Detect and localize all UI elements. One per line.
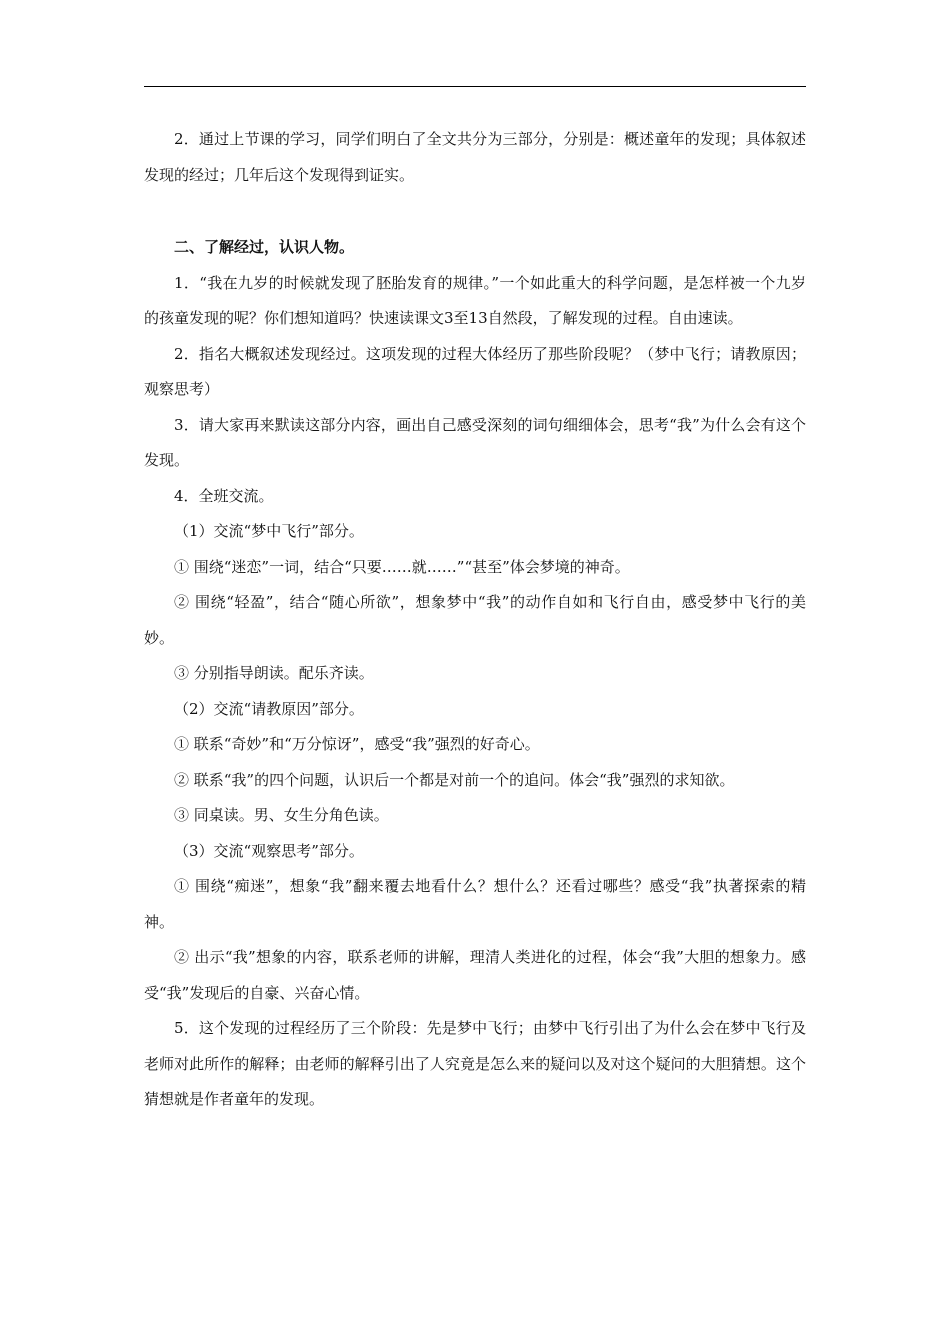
paragraph-sub-3-item-1: ① 围绕“痴迷”，想象“我”翻来覆去地看什么？想什么？还看过哪些？感受“我”执著探索的精神。 (144, 877, 806, 931)
paragraph-sub-1-item-1: ① 围绕“迷恋”一词，结合“只要……就……”“甚至”体会梦境的神奇。 (174, 557, 630, 576)
paragraph-sub-2-item-1: ① 联系“奇妙”和“万分惊讶”，感受“我”强烈的好奇心。 (174, 735, 540, 753)
paragraph-step-3: 3．请大家再来默读这部分内容，画出自己感受深刻的词句细细体会，思考“我”为什么会有这个发现。 (144, 415, 806, 469)
paragraph-sub-1: （1）交流“梦中飞行”部分。 (174, 522, 364, 540)
paragraph-step-5: 5．这个发现的过程经历了三个阶段：先是梦中飞行；由梦中飞行引出了为什么会在梦中飞行及老师对此所作的解释；由老师的解释引出了人究竟是怎么来的疑问以及对这个疑问的大胆猜想。这个猜想就是作者童年的发现。 (144, 1019, 806, 1108)
paragraph-step-2: 2．指名大概叙述发现经过。这项发现的过程大体经历了那些阶段呢？（梦中飞行；请教原因；观察思考） (144, 344, 806, 398)
intro-paragraph: 2．通过上节课的学习，同学们明白了全文共分为三部分，分别是：概述童年的发现；具体叙述发现的经过；几年后这个发现得到证实。 (144, 130, 806, 184)
section-heading: 二、了解经过，认识人物。 (174, 238, 355, 256)
paragraph-step-4: 4．全班交流。 (174, 486, 274, 505)
paragraph-sub-1-item-3: ③ 分别指导朗读。配乐齐读。 (174, 664, 374, 682)
paragraph-sub-2-item-2: ② 联系“我”的四个问题，认识后一个都是对前一个的追问。体会“我”强烈的求知欲。 (174, 770, 735, 789)
document-body (144, 122, 806, 1118)
paragraph-sub-1-item-2: ② 围绕“轻盈”，结合“随心所欲”，想象梦中“我”的动作自如和飞行自由，感受梦中飞行的美妙。 (144, 593, 806, 647)
header-rule (144, 86, 806, 87)
paragraph-sub-3: （3）交流“观察思考”部分。 (174, 841, 364, 860)
paragraph-step-1: 1．“我在九岁的时候就发现了胚胎发育的规律。”一个如此重大的科学问题，是怎样被一个九岁的孩童发现的呢？你们想知道吗？快速读课文3至13自然段，了解发现的过程。自由速读。 (144, 273, 806, 327)
paragraph-sub-3-item-2: ② 出示“我”想象的内容，联系老师的讲解，理清人类进化的过程，体会“我”大胆的想象力。感受“我”发现后的自豪、兴奋心情。 (144, 948, 806, 1002)
paragraph-sub-2: （2）交流“请教原因”部分。 (174, 699, 364, 718)
paragraph-sub-2-item-3: ③ 同桌读。男、女生分角色读。 (174, 806, 389, 824)
